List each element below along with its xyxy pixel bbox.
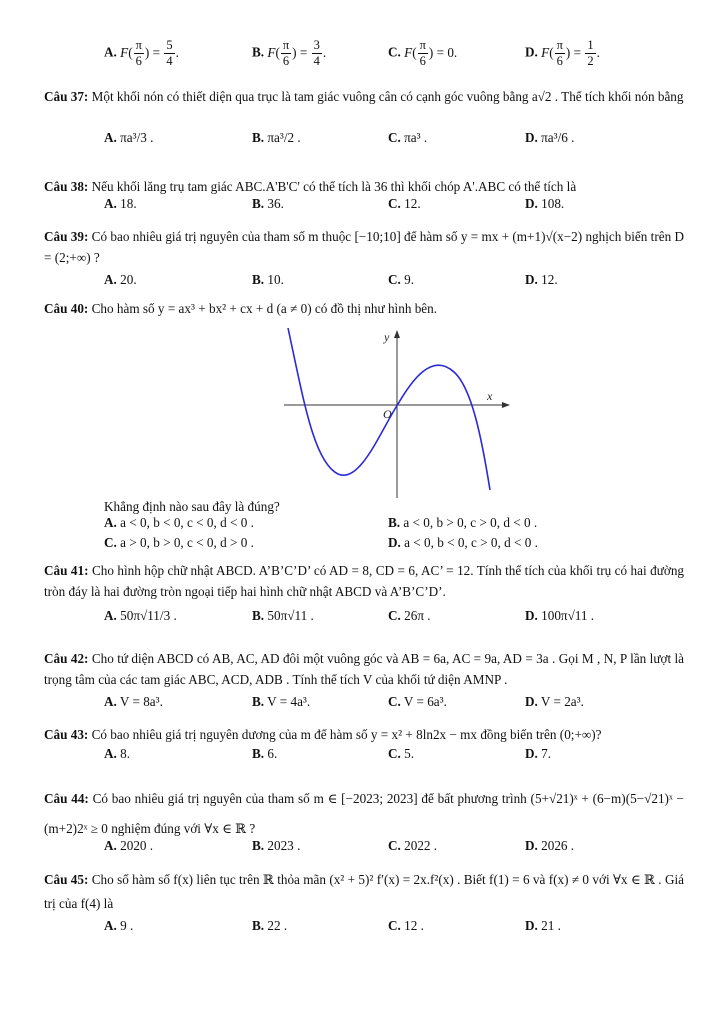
question-39: Câu 39: Có bao nhiêu giá trị nguyên của tham số m thuộc [−10;10] để hàm số y = mx + (m+1)√(x−2) nghịch biến trên D = (2;+∞) ?: [44, 229, 685, 265]
question-text: Cho hình hộp chữ nhật ABCD. A’B’C’D’ có AD = 8, CD = 6, AC’ = 12. Tính thể tích của khối trụ có hai đường tròn đáy là hai đường tròn ngoại tiếp hai hình chữ nhật ABCD và A’B’C’D’.: [44, 563, 685, 599]
formula: F( $\frac{\pi}{6}$ ) = $\frac{5}{4}$ .: [120, 38, 179, 68]
option-a[interactable]: A. a < 0, b < 0, c < 0, d < 0 .: [104, 515, 254, 530]
option-c[interactable]: C. a > 0, b > 0, c < 0, d > 0 .: [104, 535, 254, 550]
option-b[interactable]: B. a < 0, b > 0, c > 0, d < 0 .: [388, 515, 538, 530]
question-text: Nếu khối lăng trụ tam giác ABC.A'B'C' có thể tích là 36 thì khối chóp A'.ABC có thể tích là: [91, 179, 577, 194]
option-a[interactable]: A. 9 .: [104, 918, 134, 933]
option-d[interactable]: D. 108.: [525, 196, 565, 211]
question-45: Câu 45: Cho số hàm số f(x) liên tục trên ℝ thỏa mãn (x² + 5)² f′(x) = 2x.f²(x) . Biết f(1) = 6 và f(x) ≠ 0 với ∀x ∈ ℝ . Giá trị của f(4) là: [44, 872, 684, 911]
question-text: Có bao nhiêu giá trị nguyên của tham số m ∈ [−2023; 2023] để bất phương trình (5+√21)ˣ + (6−m)(5−√21)ˣ − (m+2)2ˣ ≥ 0 nghiệm đúng với ∀x ∈ ℝ ?: [44, 791, 684, 836]
formula: F( $\frac{\pi}{6}$ ) = 0.: [404, 38, 458, 68]
option-c[interactable]: C. F( $\frac{\pi}{6}$ ) = 0.: [388, 38, 458, 68]
question-text: Cho hàm số y = ax³ + bx² + cx + d (a ≠ 0) có đồ thị như hình bên.: [91, 301, 438, 316]
question-42: Câu 42: Cho tứ diện ABCD có AB, AC, AD đôi một vuông góc và AB = 6a, AC = 9a, AD = 3a . Gọi M , N, P lần lượt là trọng tâm của các tam giác ABC, ACD, ADB . Tính thể tích V của khối tứ diện AMNP .: [44, 651, 685, 687]
option-c[interactable]: C. 2022 .: [388, 838, 438, 853]
option-d[interactable]: D. 12.: [525, 272, 558, 287]
option-a[interactable]: A. 20.: [104, 272, 137, 287]
y-axis-arrow-icon: [394, 330, 400, 338]
option-d[interactable]: D. F( $\frac{\pi}{6}$ ) = $\frac{1}{2}$ .: [525, 38, 600, 68]
option-b[interactable]: B. 2023 .: [252, 838, 301, 853]
formula: F( $\frac{\pi}{6}$ ) = $\frac{3}{4}$ .: [267, 38, 327, 68]
y-axis-label: y: [384, 330, 390, 344]
option-b[interactable]: B. 22 .: [252, 918, 288, 933]
question-43: Câu 43: Có bao nhiêu giá trị nguyên dương của m để hàm số y = x² + 8ln2x − mx đồng biến trên (0;+∞)?: [44, 727, 602, 742]
question-text: Một khối nón có thiết diện qua trục là tam giác vuông cân có cạnh góc vuông bằng a√2 . Thể tích khối nón bằng: [91, 89, 684, 104]
option-d[interactable]: D. 2026 .: [525, 838, 575, 853]
option-c[interactable]: C. V = 6a³.: [388, 694, 447, 709]
option-c[interactable]: C. 26π .: [388, 608, 431, 623]
question-44: Câu 44: Có bao nhiêu giá trị nguyên của tham số m ∈ [−2023; 2023] để bất phương trình (5+√21)ˣ + (6−m)(5−√21)ˣ − (m+2)2ˣ ≥ 0 nghiệm đúng với ∀x ∈ ℝ ?: [44, 791, 684, 836]
x-axis-arrow-icon: [502, 402, 510, 408]
option-d[interactable]: D. 7.: [525, 746, 552, 761]
option-b[interactable]: B. V = 4a³.: [252, 694, 311, 709]
option-d[interactable]: D. V = 2a³.: [525, 694, 584, 709]
question-text: Cho tứ diện ABCD có AB, AC, AD đôi một vuông góc và AB = 6a, AC = 9a, AD = 3a . Gọi M , N, P lần lượt là trọng tâm của các tam giác ABC, ACD, ADB . Tính thể tích V của khối tứ diện AMNP .: [44, 651, 685, 687]
option-c[interactable]: C. 12.: [388, 196, 421, 211]
option-a[interactable]: A. 18.: [104, 196, 137, 211]
option-a[interactable]: A. 2020 .: [104, 838, 154, 853]
option-c[interactable]: C. πa³ .: [388, 130, 428, 145]
option-c[interactable]: C. 9.: [388, 272, 415, 287]
option-b[interactable]: B. 6.: [252, 746, 278, 761]
question-40: Câu 40: Cho hàm số y = ax³ + bx² + cx + d (a ≠ 0) có đồ thị như hình bên.: [44, 301, 438, 316]
question-text: Có bao nhiêu giá trị nguyên của tham số m thuộc [−10;10] để hàm số y = mx + (m+1)√(x−2) nghịch biến trên D = (2;+∞) ?: [44, 229, 685, 265]
question-text: Cho số hàm số f(x) liên tục trên ℝ thỏa mãn (x² + 5)² f′(x) = 2x.f²(x) . Biết f(1) = 6 và f(x) ≠ 0 với ∀x ∈ ℝ . Giá trị của f(4) là: [44, 872, 684, 911]
option-b[interactable]: B. πa³/2 .: [252, 130, 301, 145]
question-37: Câu 37: Một khối nón có thiết diện qua trục là tam giác vuông cân có cạnh góc vuông bằng a√2 . Thể tích khối nón bằng: [44, 89, 684, 104]
origin-label: O: [383, 407, 392, 421]
option-a[interactable]: A. 8.: [104, 746, 131, 761]
cubic-graph: [276, 322, 516, 500]
option-d[interactable]: D. a < 0, b < 0, c > 0, d < 0 .: [388, 535, 538, 550]
option-c[interactable]: C. 12 .: [388, 918, 424, 933]
option-b[interactable]: B. 36.: [252, 196, 284, 211]
option-c[interactable]: C. 5.: [388, 746, 415, 761]
option-a[interactable]: A. 50π√11/3 .: [104, 608, 177, 623]
question-40-prompt: Khẳng định nào sau đây là đúng?: [104, 499, 280, 514]
option-d[interactable]: D. 100π√11 .: [525, 608, 595, 623]
question-38: Câu 38: Nếu khối lăng trụ tam giác ABC.A'B'C' có thể tích là 36 thì khối chóp A'.ABC có thể tích là: [44, 179, 577, 194]
option-b[interactable]: B. 50π√11 .: [252, 608, 314, 623]
graph-svg: [276, 322, 516, 500]
option-b[interactable]: B. F( $\frac{\pi}{6}$ ) = $\frac{3}{4}$ .: [252, 38, 327, 68]
option-b[interactable]: B. 10.: [252, 272, 284, 287]
option-a[interactable]: A. V = 8a³.: [104, 694, 163, 709]
formula: F( $\frac{\pi}{6}$ ) = $\frac{1}{2}$ .: [541, 38, 600, 68]
question-41: Câu 41: Cho hình hộp chữ nhật ABCD. A’B’C’D’ có AD = 8, CD = 6, AC’ = 12. Tính thể tích của khối trụ có hai đường tròn đáy là hai đường tròn ngoại tiếp hai hình chữ nhật ABCD và A’B’C’D’.: [44, 563, 685, 599]
option-d[interactable]: D. 21 .: [525, 918, 561, 933]
x-axis-label: x: [487, 389, 493, 403]
option-a[interactable]: A. F( $\frac{\pi}{6}$ ) = $\frac{5}{4}$ .: [104, 38, 179, 68]
question-text: Có bao nhiêu giá trị nguyên dương của m để hàm số y = x² + 8ln2x − mx đồng biến trên (0;+∞)?: [91, 727, 602, 742]
option-d[interactable]: D. πa³/6 .: [525, 130, 575, 145]
option-a[interactable]: A. πa³/3 .: [104, 130, 154, 145]
